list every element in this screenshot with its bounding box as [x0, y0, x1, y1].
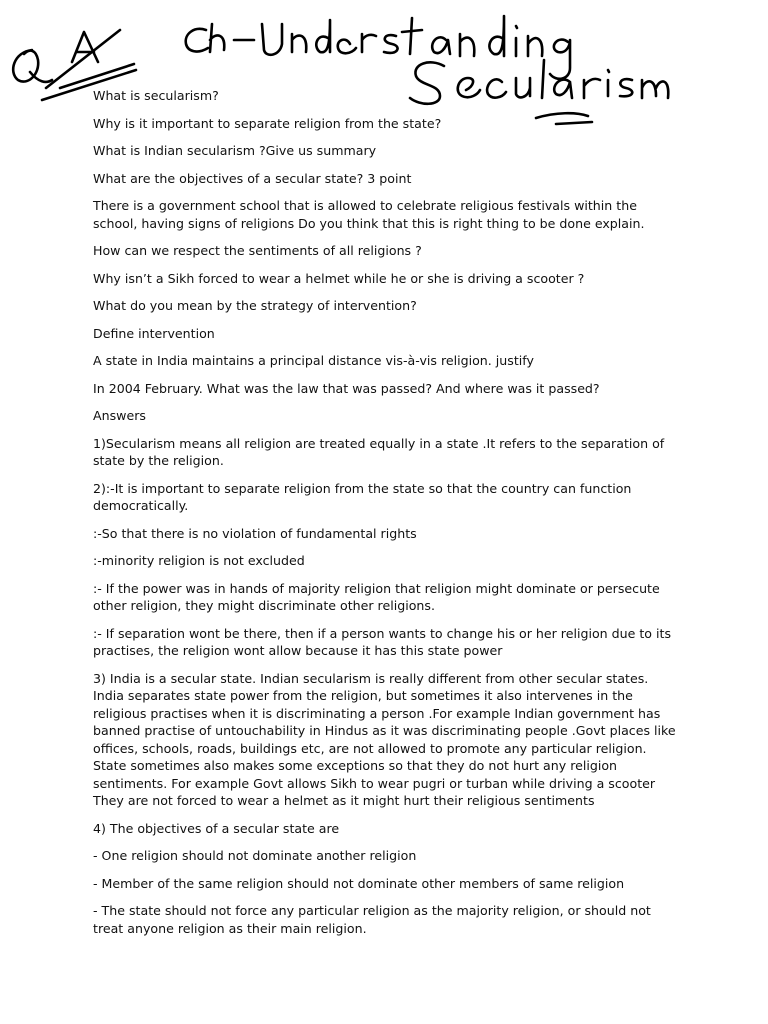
answer-item: :- If separation wont be there, then if a person wants to change his or her religion due to its practises, the religion wont allow because it has this state power [93, 625, 672, 658]
answer-item: :- If the power was in hands of majority religion that religion might dominate or persecute other religion, they might discriminate other religions. [93, 580, 660, 613]
answers-heading: Answers [93, 408, 146, 423]
question-item: There is a government school that is allowed to celebrate religious festivals within the school, having signs of religions Do you think that this is right thing to be done explain. [93, 198, 645, 231]
answer-item: 3) India is a secular state. Indian secularism is really different from other secular states. India separates state power from the religion, but sometimes it also intervenes in the religious practises when it is discriminating a person .For example Indian government has banned practise of untouchability in Hindus as it was discriminating people .Govt places like offices, schools, roads, buildings etc, are not allowed to promote any particular religion. State sometimes also makes some exceptions so that they do not hurt any religion sentiments. For example Govt allows Sikh to wear pugri or turban while driving a scooter They are not forced to wear a helmet as it might hurt their religious sentiments [93, 670, 676, 808]
question-item: How can we respect the sentiments of all religions ? [93, 243, 422, 258]
question-item: Why isn’t a Sikh forced to wear a helmet while he or she is driving a scooter ? [93, 270, 585, 286]
answers-section [93, 435, 683, 938]
question-item: In 2004 February. What was the law that was passed? And where was it passed? [93, 380, 600, 396]
questions-section [93, 87, 683, 397]
question-item: Why is it important to separate religion from the state? [93, 115, 442, 131]
answer-item: - One religion should not dominate another religion [93, 848, 417, 863]
answer-item: 4) The objectives of a secular state are [93, 820, 340, 836]
document-body [93, 87, 683, 947]
answer-item: :-So that there is no violation of fundamental rights [93, 525, 417, 541]
question-item: A state in India maintains a principal distance vis-à-vis religion. justify [93, 353, 534, 368]
question-item: What are the objectives of a secular state? 3 point [93, 170, 412, 186]
question-item: What do you mean by the strategy of intervention? [93, 298, 417, 313]
question-item: Define intervention [93, 325, 215, 341]
answer-item: 2):-It is important to separate religion from the state so that the country can function democratically. [93, 480, 632, 513]
answer-item: 1)Secularism means all religion are treated equally in a state .It refers to the separation of state by the religion. [93, 435, 665, 468]
question-item: What is Indian secularism ?Give us summary [93, 143, 377, 158]
answer-item: :-minority religion is not excluded [93, 553, 305, 568]
answer-item: - Member of the same religion should not dominate other members of same religion [93, 875, 625, 891]
question-item: What is secularism? [93, 88, 219, 103]
answer-item: - The state should not force any particular religion as the majority religion, or should not treat anyone religion as their main religion. [93, 903, 651, 936]
